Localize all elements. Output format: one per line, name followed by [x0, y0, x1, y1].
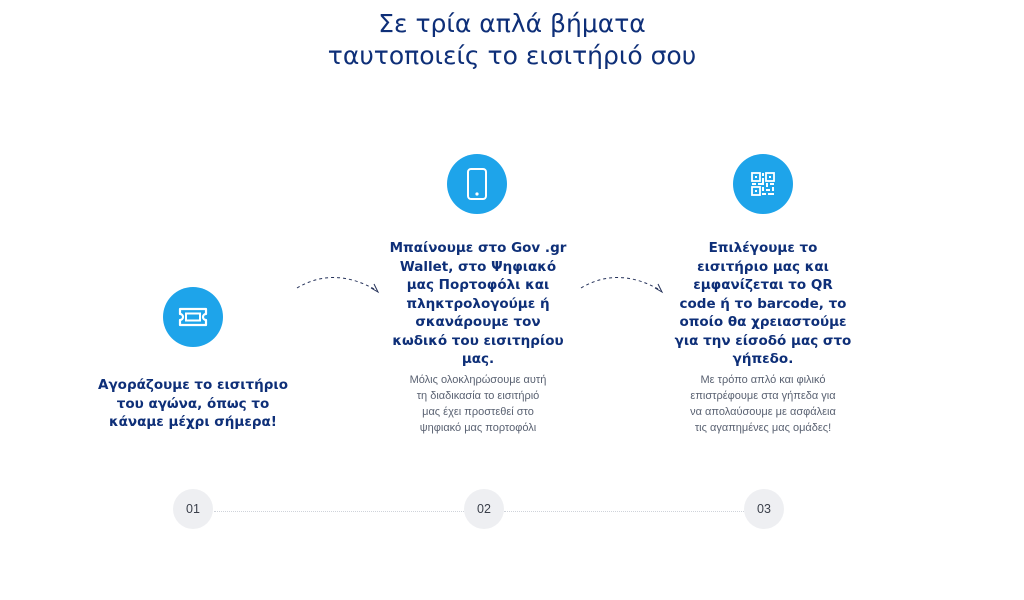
step-3-description-line: να απολαύσουμε με ασφάλεια [690, 406, 836, 418]
section-title [0, 8, 1024, 72]
step-3-heading-line: για την είσοδό μας στο [674, 332, 852, 349]
step-3-description-line: Με τρόπο απλό και φιλικό [700, 374, 826, 386]
step-3-heading-line: Επιλέγουμε το [708, 240, 818, 256]
step-3-heading-line: code ή το barcode, το [679, 295, 847, 312]
step-3-icon-circle [733, 154, 793, 214]
step-3-description [663, 372, 863, 436]
step-3-description-line: επιστρέφουμε στα γήπεδα για [690, 390, 836, 402]
step-3-heading-line: οποίο θα χρειαστούμε [679, 314, 847, 330]
step-1-heading-line: Αγοράζουμε το εισιτήριο [98, 377, 288, 393]
step-1-heading-line: του αγώνα, όπως το [116, 395, 270, 412]
step-3-heading [665, 239, 861, 369]
step-2-description-line: τη διαδικασία το εισιτήριό [416, 390, 540, 402]
step-2-heading [380, 239, 576, 369]
title-line-2: ταυτοποιείς το εισιτήριό σου [327, 41, 697, 70]
step-3-heading-line: εισιτήριο μας και [697, 258, 829, 275]
step-2-description-line: Μόλις ολοκληρώσουμε αυτή [409, 374, 547, 386]
step-1-icon-circle [163, 287, 223, 347]
step-2-description-line: μας έχει προστεθεί στο [422, 406, 534, 418]
step-2-heading-line: Wallet, στο Ψηφιακό [399, 258, 557, 275]
step-number-2: 02 [464, 489, 504, 529]
step-2-heading-line: μας Πορτοφόλι και [406, 277, 550, 293]
title-line-1: Σε τρία απλά βήματα [378, 9, 646, 38]
step-2-heading-line: Μπαίνουμε στο Gov .gr [389, 240, 567, 256]
step-number-1: 01 [173, 489, 213, 529]
step-2-icon-circle [447, 154, 507, 214]
step-1-heading-line: κάναμε μέχρι σήμερα! [109, 414, 277, 430]
step-2-heading-line: μας. [461, 351, 495, 367]
ticket-icon [178, 306, 208, 328]
curved-arrow-icon [294, 266, 384, 296]
step-2-heading-line: σκανάρουμε τον [415, 314, 541, 330]
curved-arrow-icon [578, 266, 668, 296]
progress-connector [504, 511, 744, 512]
step-2-heading-line: κωδικό του εισιτηρίου [392, 332, 564, 349]
step-2-heading-line: πληκτρολογούμε ή [406, 295, 550, 312]
step-3-heading-line: γήπεδο. [732, 351, 794, 367]
step-3-heading-line: εμφανίζεται το QR [693, 277, 833, 293]
step-3-description-line: τις αγαπημένες μας ομάδες! [694, 422, 832, 434]
step-number-3: 03 [744, 489, 784, 529]
smartphone-icon [466, 167, 488, 201]
progress-connector [214, 511, 464, 512]
qr-code-icon [750, 171, 776, 197]
step-1-heading [95, 376, 291, 432]
step-2-description-line: ψηφιακό μας πορτοφόλι [419, 422, 537, 434]
step-2-description [385, 372, 571, 436]
